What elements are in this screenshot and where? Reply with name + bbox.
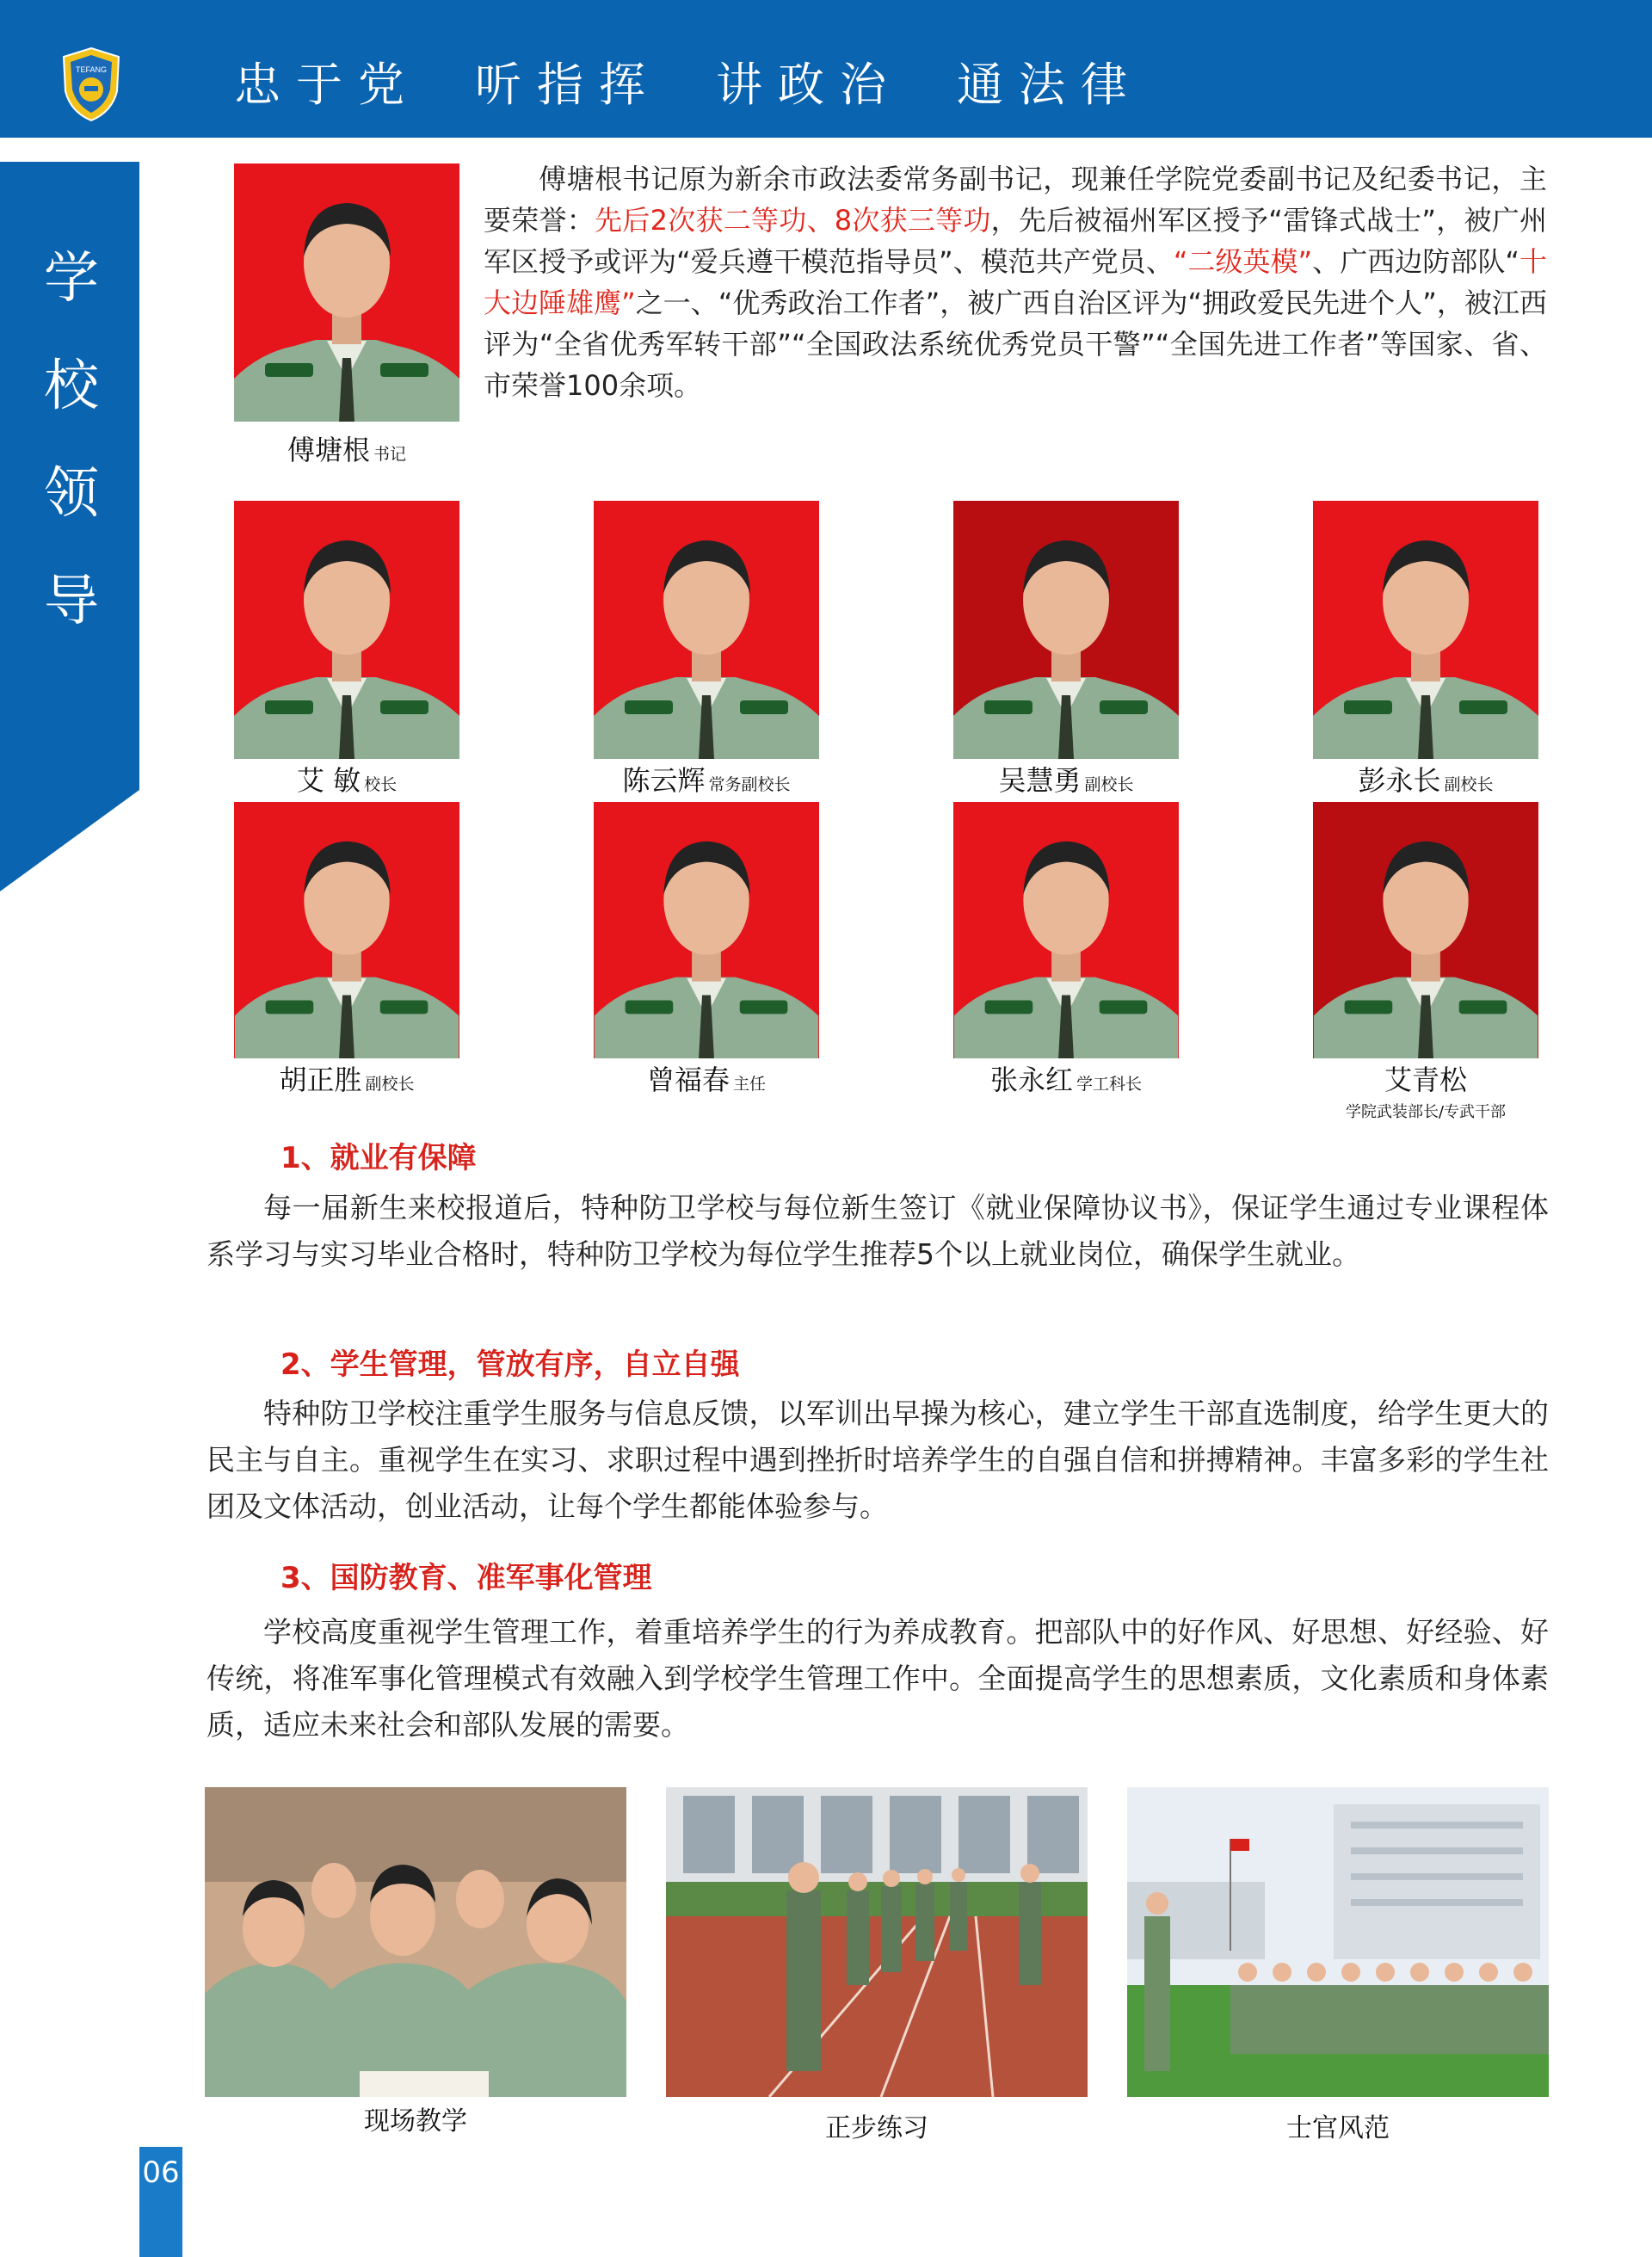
sidebar-char: 领 [44,462,99,526]
sidebar-char: 校 [44,355,99,418]
bio-part-highlight: “二级英模” [1173,245,1313,278]
section-heading: 1、就业有保障 [280,1141,477,1175]
leader-name: 吴慧勇 [998,764,1082,797]
leader-caption [1291,1058,1561,1122]
page-number: 06 [142,2155,180,2190]
leader-portrait [953,501,1179,759]
gallery-caption: 现场教学 [364,2106,467,2137]
leader-caption [234,759,459,799]
slogan-2: 听指挥 [475,58,661,112]
bio-part-highlight: 先后2次获二等功、8次获三等功 [595,204,991,237]
leader-portrait [1313,802,1538,1058]
secretary-portrait [234,163,459,422]
slogan-3: 讲政治 [716,58,902,112]
leader-title: 副校长 [365,1075,415,1094]
leader-caption [1313,759,1538,799]
leader-portrait [953,802,1179,1058]
secretary-bio [484,158,1547,406]
leader-title: 主任 [733,1075,767,1094]
secretary-name: 傅塘根 [287,434,370,466]
leader-portrait [234,802,459,1058]
bio-part: 傅塘根书记原为新余市政法委常务副书记，现兼任学院党委副书记及纪委书记，主要荣誉： [484,163,1547,237]
leader-title: 副校长 [1444,775,1494,794]
leader-caption [594,759,819,799]
leader-caption [953,1058,1179,1098]
leader-name: 彭永长 [1358,764,1441,797]
leader-title: 学工科长 [1076,1075,1143,1094]
sidebar-char: 学 [44,247,99,311]
section-body: 特种防卫学校注重学生服务与信息反馈，以军训出早操为核心，建立学生干部直选制度，给学生更大的民主与自主。重视学生在实习、求职过程中遇到挫折时培养学生的自强自信和拼搏精神。丰富多彩的学生社团及文体活动，创业活动，让每个学生都能体验参与。 [206,1397,1549,1523]
leader-caption [234,1058,459,1098]
gallery-caption: 正步练习 [825,2113,928,2143]
gallery-photo-squad [1127,1787,1549,2097]
leader-caption [594,1058,819,1098]
slogan-4: 通法律 [957,58,1143,112]
leader-title: 常务副校长 [708,775,791,794]
leader-title: 校长 [364,775,398,794]
header-banner [0,0,1652,138]
section-body: 每一届新生来校报道后，特种防卫学校与每位新生签订《就业保障协议书》，保证学生通过专业课程体系学习与实习毕业合格时，特种防卫学校为每位学生推荐5个以上就业岗位，确保学生就业。 [206,1191,1549,1271]
leader-name: 艾 敏 [296,764,361,797]
bio-part: 、广西边防部队“ [1312,245,1519,278]
header-slogan [0,48,1377,117]
svg-text:TEFANG: TEFANG [75,65,108,74]
gallery-caption: 士官风范 [1286,2113,1390,2143]
leader-portrait [234,501,459,759]
section-body: 学校高度重视学生管理工作，着重培养学生的行为养成教育。把部队中的好作风、好思想、好经验、好传统，将准军事化管理模式有效融入到学校学生管理工作中。全面提高学生的思想素质，文化素质和身体素质，适应未来社会和部队发展的需要。 [206,1615,1549,1742]
leader-name: 张永红 [989,1064,1073,1096]
leader-title: 学院武装部长/专武干部 [1345,1103,1507,1121]
sidebar-title [41,225,102,656]
slogan-1: 忠于党 [234,58,420,112]
bio-part-highlight: 十大边陲雄鹰” [484,245,1547,319]
leader-portrait [1313,501,1538,759]
bio-part: 之一、“优秀政治工作者”，被广西自治区评为“拥政爱民先进个人”，被江西评为“全省优秀军转干部”“全国政法系统优秀党员干警”“全国先进工作者”等国家、省、市荣誉100余项。 [484,287,1547,402]
sidebar-char: 导 [44,570,99,633]
section-heading: 2、学生管理，管放有序，自立自强 [280,1347,740,1382]
gallery-photo-classroom [205,1787,626,2097]
leader-portrait [594,501,819,759]
leader-title: 副校长 [1084,775,1134,794]
bio-part: ，先后被福州军区授予“雷锋式战士”，被广州军区授予或评为“爱兵遵干模范指导员”、模范共产党员、 [484,204,1547,278]
leader-caption [953,759,1179,799]
leader-name: 胡正胜 [279,1064,362,1096]
leader-portrait [594,802,819,1058]
section-heading: 3、国防教育、准军事化管理 [280,1561,652,1595]
leader-name: 陈云辉 [622,764,706,797]
leader-name: 艾青松 [1384,1064,1467,1096]
leader-name: 曾福春 [646,1064,730,1096]
secretary-title: 书记 [373,445,407,464]
secretary-caption [234,429,459,468]
gallery-photo-marching [666,1787,1088,2097]
